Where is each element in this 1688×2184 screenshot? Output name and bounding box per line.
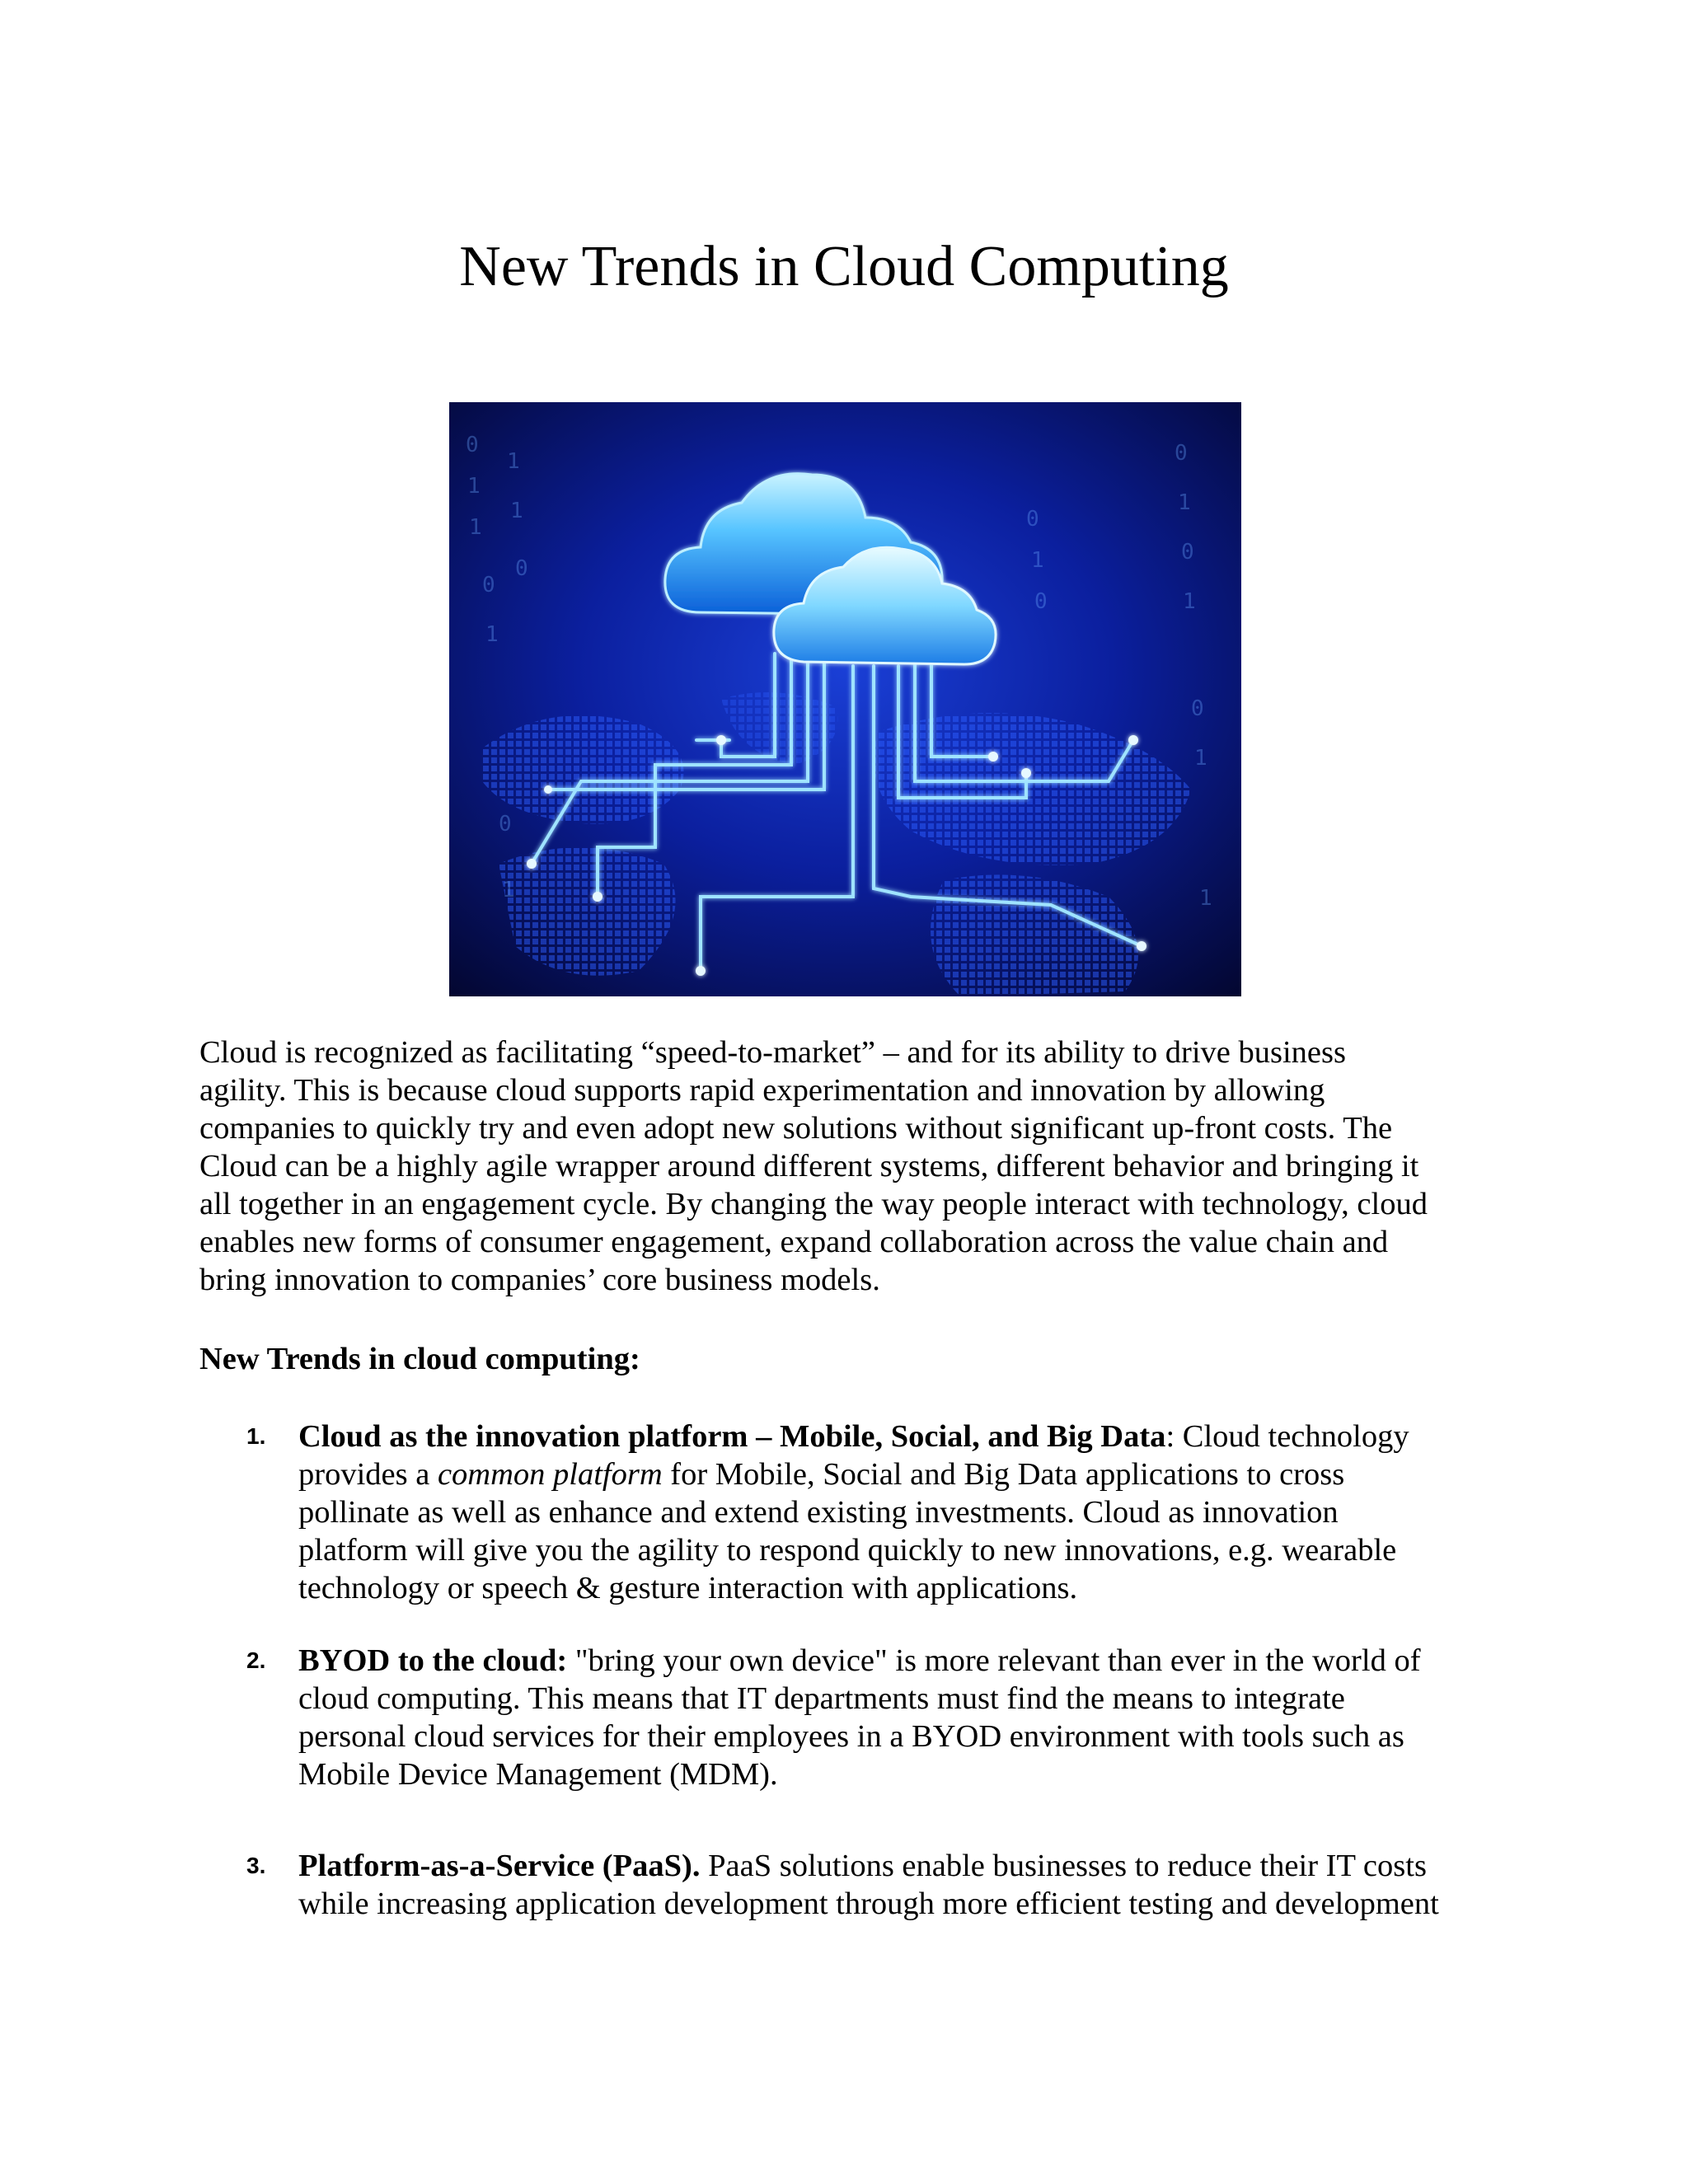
list-item-title: Platform-as-a-Service (PaaS). <box>298 1849 701 1883</box>
list-item-line <box>298 1455 1518 1493</box>
list-item-line: platform will give you the agility to respond quickly to new innovations, e.g. wearable <box>298 1533 1397 1568</box>
list-item-text <box>298 1642 1518 1793</box>
list-item-line: personal cloud services for their employees in a BYOD environment with tools such as <box>298 1719 1404 1754</box>
intro-line: enables new forms of consumer engagement, expand collaboration across the value chain and <box>199 1225 1389 1259</box>
list-item-line: technology or speech & gesture interaction with applications. <box>298 1571 1078 1605</box>
list-item-line: cloud computing. This means that IT departments must find the means to integrate <box>298 1681 1345 1716</box>
list-item-line: while increasing application development through more efficient testing and development <box>298 1886 1439 1921</box>
svg-text:0: 0 <box>482 573 495 598</box>
svg-text:0: 0 <box>1034 589 1048 614</box>
svg-text:0: 0 <box>1191 696 1204 721</box>
cloud-computing-image <box>449 402 1241 996</box>
intro-line: Cloud is recognized as facilitating “speed-to-market” – and for its ability to drive business <box>199 1035 1346 1070</box>
svg-text:0: 0 <box>499 812 512 837</box>
list-item-line <box>298 1642 1518 1680</box>
list-item-title: Cloud as the innovation platform – Mobile, Social, and Big Data <box>298 1419 1166 1454</box>
list-item-line: Mobile Device Management (MDM). <box>298 1757 778 1792</box>
svg-text:1: 1 <box>502 878 515 902</box>
list-number: 3. <box>246 1853 266 1878</box>
svg-text:1: 1 <box>467 474 481 499</box>
svg-text:0: 0 <box>1181 540 1194 565</box>
svg-text:1: 1 <box>1199 886 1212 911</box>
page-title: New Trends in Cloud Computing <box>459 234 1229 298</box>
list-item-text <box>298 1847 1518 1923</box>
list-item-text <box>298 1418 1518 1607</box>
list-number: 1. <box>246 1423 266 1449</box>
list-item-text-run: "bring your own device" is more relevant than ever in the world of <box>567 1643 1421 1678</box>
list-item-text-run: provides a <box>298 1457 438 1492</box>
svg-text:1: 1 <box>510 499 523 523</box>
list-item-text-run: PaaS solutions enable businesses to reduce their IT costs <box>700 1849 1427 1883</box>
list-item-text-run: : Cloud technology <box>1165 1419 1409 1454</box>
svg-text:0: 0 <box>1026 507 1039 532</box>
intro-paragraph <box>199 1033 1502 1299</box>
list-item-line <box>298 1847 1518 1885</box>
svg-text:1: 1 <box>469 515 482 540</box>
intro-line: bring innovation to companies’ core business models. <box>199 1263 880 1297</box>
intro-line: companies to quickly try and even adopt new solutions without significant up-front costs. The <box>199 1111 1393 1146</box>
svg-text:1: 1 <box>485 622 499 647</box>
list-item-line: pollinate as well as enhance and extend existing investments. Cloud as innovation <box>298 1495 1339 1530</box>
svg-text:0: 0 <box>515 556 528 581</box>
svg-text:1: 1 <box>1031 548 1044 573</box>
svg-text:1: 1 <box>1194 746 1207 771</box>
svg-text:1: 1 <box>507 449 520 474</box>
list-item-title: BYOD to the cloud: <box>298 1643 568 1678</box>
emphasis-text: common platform <box>437 1457 663 1492</box>
list-number: 2. <box>246 1647 266 1673</box>
list-item-text-run: for Mobile, Social and Big Data applications to cross <box>662 1457 1345 1492</box>
svg-text:1: 1 <box>1183 589 1196 614</box>
intro-line: Cloud can be a highly agile wrapper around different systems, different behavior and bringing it <box>199 1149 1419 1183</box>
intro-line: all together in an engagement cycle. By changing the way people interact with technology, cloud <box>199 1187 1428 1221</box>
list-item-line <box>298 1418 1518 1455</box>
intro-line: agility. This is because cloud supports rapid experimentation and innovation by allowing <box>199 1073 1325 1108</box>
section-heading: New Trends in cloud computing: <box>199 1342 640 1376</box>
svg-text:0: 0 <box>1175 441 1188 466</box>
svg-text:1: 1 <box>1178 490 1191 515</box>
svg-text:0: 0 <box>466 433 479 457</box>
